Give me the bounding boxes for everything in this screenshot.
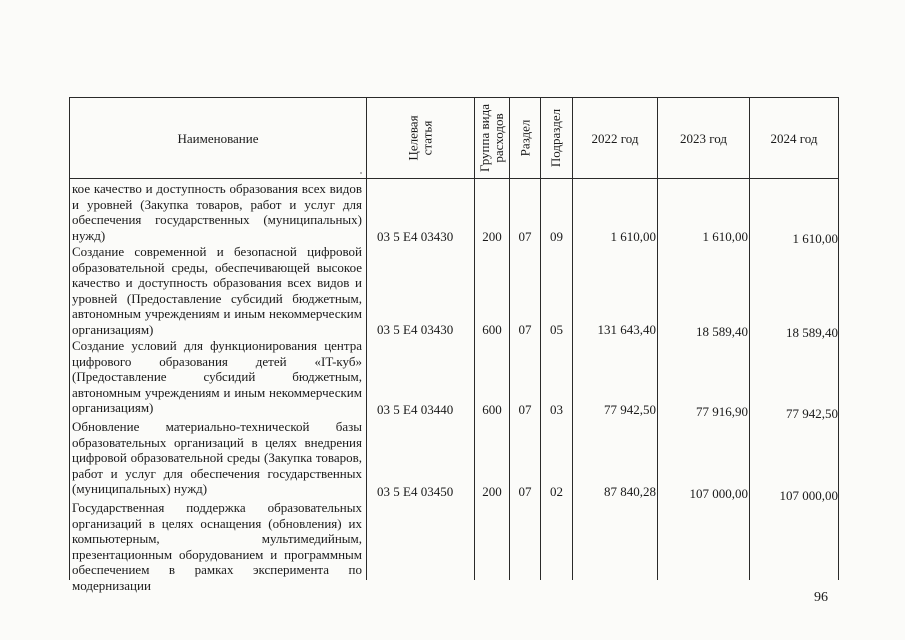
header-section-text: Раздел: [517, 119, 532, 157]
row-2024-cell: 18 589,40: [786, 325, 838, 340]
row-2023-cell: 107 000,00: [689, 486, 748, 501]
row-target-cell: 03 5 Е4 03430: [377, 229, 454, 244]
row-2024-cell: 77 942,50: [786, 406, 838, 421]
header-section: [510, 98, 540, 178]
table-row-name: Обновление материально-технической базы образовательных организаций в целях внедрения цифровой образовательной среды (Закупка товаров, работ и услуг для обеспечения государственных (муниципальных) нужд): [72, 419, 362, 496]
row-2022-cell: 87 840,28: [604, 484, 656, 499]
row-section-cell: 07: [518, 402, 532, 417]
header-2022: [573, 98, 657, 178]
header-2023: [658, 98, 749, 178]
header-group-line1: Группа вида: [477, 104, 493, 172]
header-2023-text: 2023 год: [680, 130, 727, 146]
row-2022-cell: 77 942,50: [604, 402, 656, 417]
row-section-cell: 07: [518, 229, 532, 244]
header-target-line2: статья: [419, 120, 435, 156]
row-2022-cell: 131 643,40: [597, 322, 656, 337]
row-subsection-cell: 02: [550, 484, 563, 499]
table-right-border: [838, 97, 839, 580]
header-2024: [750, 98, 838, 178]
header-name: [70, 98, 366, 178]
header-2022-text: 2022 год: [591, 130, 639, 146]
row-2023-cell: 18 589,40: [696, 324, 748, 339]
table-row-name: Государственная поддержка образовательных организаций в целях оснащения (обновления) их компьютерным, мультимедийным, презентационным оборудованием и программным обеспечением в рамках эксперимента по модернизации: [72, 500, 362, 593]
scan-speck: [360, 172, 362, 174]
row-section-cell: 07: [518, 484, 532, 499]
row-subsection-cell: 09: [550, 229, 563, 244]
table-row-name: Создание условий для функционирования центра цифрового образования детей «IT-куб» (Предоставление субсидий бюджетным, автономным учреждениям и иным некоммерческим организациям): [72, 338, 362, 415]
row-2022-cell: 1 610,00: [610, 229, 656, 244]
row-2024-cell: 1 610,00: [792, 231, 838, 246]
header-subsection-text: Подраздел: [548, 108, 564, 168]
header-target-line1: Целевая: [405, 115, 421, 161]
row-target-cell: 03 5 Е4 03440: [377, 402, 454, 417]
header-group-line2: расходов: [491, 113, 507, 163]
row-2024-cell: 107 000,00: [779, 488, 838, 503]
row-2023-cell: 1 610,00: [702, 229, 748, 244]
row-group-cell: 600: [482, 402, 502, 417]
row-target-cell: 03 5 Е4 03430: [377, 322, 454, 337]
header-bottom-border: [69, 178, 839, 179]
header-group: [475, 98, 509, 178]
row-target-cell: 03 5 Е4 03450: [377, 484, 454, 499]
header-subsection: [541, 98, 572, 178]
header-target: [367, 98, 474, 178]
table-row-name: Создание современной и безопасной цифровой образовательной среды, обеспечивающей высокое качество и доступность образования всех видов и уровней (Предоставление субсидий бюджетным, автономным учреждениям и иным некоммерческим организациям): [72, 244, 362, 337]
table-row-name: кое качество и доступность образования всех видов и уровней (Закупка товаров, работ и услуг для обеспечения государственных (муниципальных) нужд): [72, 181, 362, 243]
row-subsection-cell: 05: [550, 322, 563, 337]
row-group-cell: 200: [482, 229, 502, 244]
row-group-cell: 200: [482, 484, 502, 499]
row-subsection-cell: 03: [550, 402, 563, 417]
row-section-cell: 07: [518, 322, 532, 337]
header-name-text: Наименование: [177, 130, 259, 146]
page-number: 96: [814, 590, 828, 605]
row-group-cell: 600: [482, 322, 502, 337]
row-2023-cell: 77 916,90: [696, 404, 748, 419]
header-2024-text: 2024 год: [770, 130, 818, 146]
